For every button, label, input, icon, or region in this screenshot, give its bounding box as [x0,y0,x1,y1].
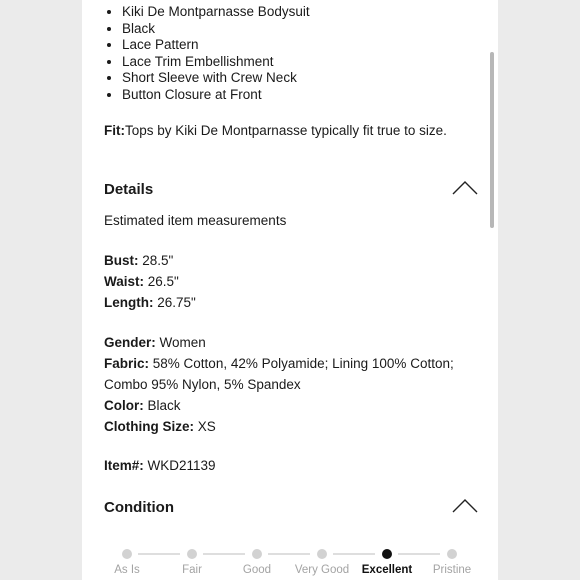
condition-scale[interactable] [82,545,498,580]
size-label: Clothing Size: [104,419,194,434]
condition-dot-very-good[interactable] [317,549,327,559]
condition-dot-fair[interactable] [187,549,197,559]
feature-list [104,4,310,103]
gender-row [104,335,206,350]
fit-text: Tops by Kiki De Montparnasse typically fit true to size. [125,123,447,138]
condition-dot-as-is[interactable] [122,549,132,559]
condition-track-segment [268,553,310,555]
scrollbar-thumb[interactable] [490,52,494,228]
condition-label-very-good[interactable]: Very Good [294,564,350,576]
waist-value: 26.5" [147,274,179,289]
chevron-up-icon[interactable] [452,498,478,514]
item-label: Item#: [104,458,144,473]
fit-label: Fit: [104,123,125,138]
list-item: • Lace Pattern [122,37,310,54]
condition-label-pristine[interactable]: Pristine [432,564,472,576]
condition-track-segment [138,553,180,555]
fabric-label: Fabric: [104,356,150,371]
list-item: • Kiki De Montparnasse Bodysuit [122,4,310,21]
condition-dot-pristine[interactable] [447,549,457,559]
condition-track-segment [333,553,375,555]
condition-track-segment [203,553,245,555]
length-value: 26.75" [157,295,196,310]
length-row [104,295,196,310]
condition-label-excellent[interactable]: Excellent [361,564,413,576]
gender-value: Women [159,335,206,350]
list-item: • Black [122,21,310,38]
bust-label: Bust: [104,253,139,268]
gender-label: Gender: [104,335,156,350]
waist-row [104,274,179,289]
condition-dot-good[interactable] [252,549,262,559]
size-row [104,419,216,434]
item-number-row [104,458,216,473]
list-item: • Short Sleeve with Crew Neck [122,70,310,87]
product-details-panel [82,0,498,580]
bust-value: 28.5" [142,253,174,268]
fabric-value: 58% Cotton, 42% Polyamide; Lining 100% Cotton; [152,356,454,371]
fabric-row [104,356,454,371]
length-label: Length: [104,295,154,310]
color-value: Black [147,398,181,413]
fabric-value-continued: Combo 95% Nylon, 5% Spandex [104,377,301,392]
condition-track-segment [398,553,440,555]
color-label: Color: [104,398,144,413]
waist-label: Waist: [104,274,144,289]
condition-dot-excellent[interactable] [382,549,392,559]
details-heading: Details [104,181,154,198]
condition-label-as-is[interactable]: As Is [114,564,140,576]
estimated-note: Estimated item measurements [104,213,287,228]
condition-label-fair[interactable]: Fair [182,564,202,576]
list-item: • Lace Trim Embellishment [122,54,310,71]
condition-label-good[interactable]: Good [242,564,272,576]
chevron-up-icon[interactable] [452,180,478,196]
item-value: WKD21139 [147,458,216,473]
size-value: XS [197,419,216,434]
color-row [104,398,181,413]
condition-heading: Condition [104,499,174,516]
bust-row [104,253,173,268]
fit-note [104,123,447,138]
list-item: • Button Closure at Front [122,87,310,104]
